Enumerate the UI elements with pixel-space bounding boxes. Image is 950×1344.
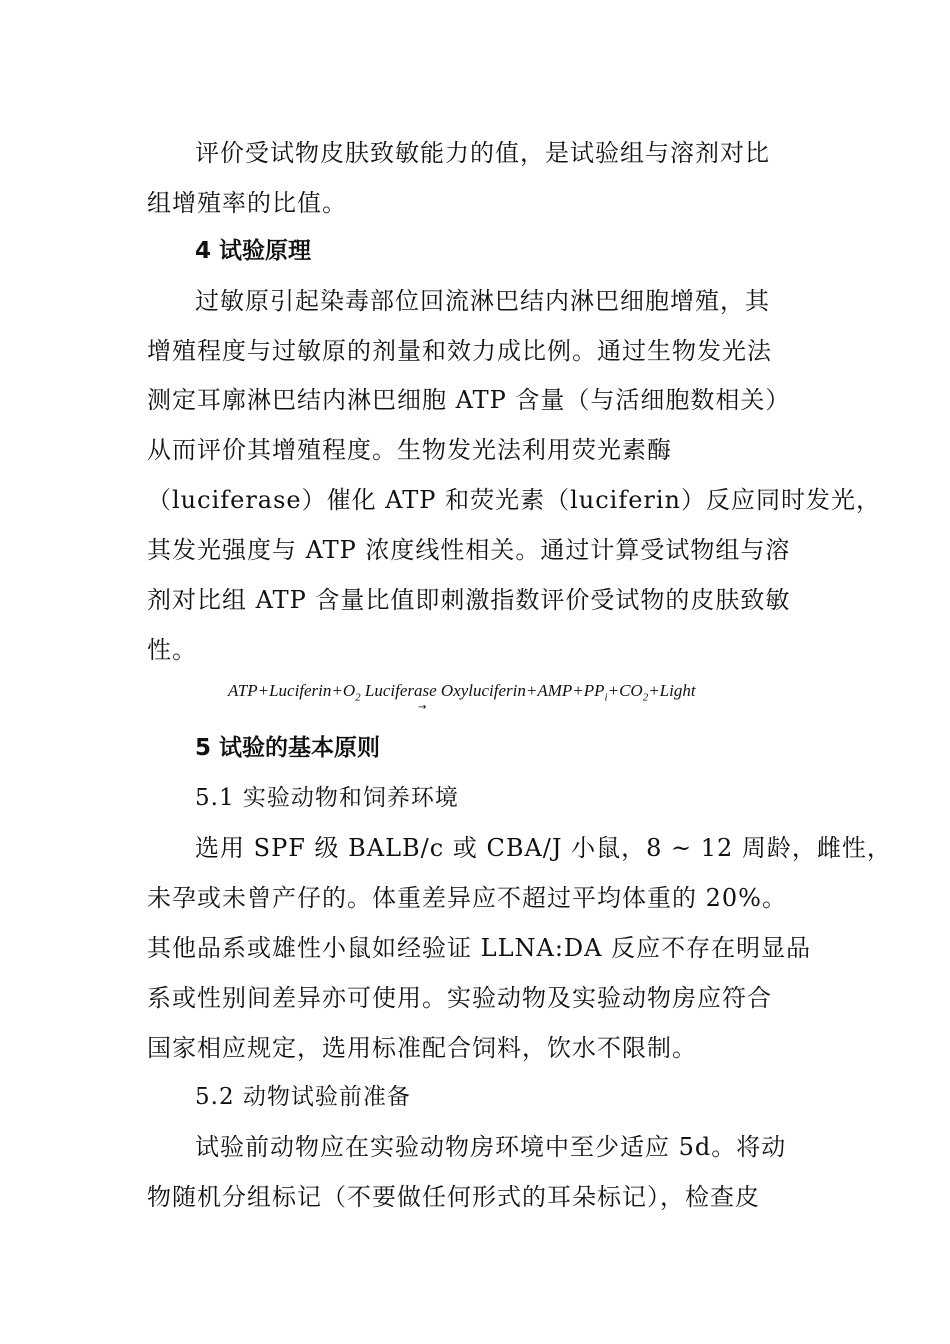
paragraph-line: 试验前动物应在实验动物房环境中至少适应 5d。将动 <box>195 1133 787 1161</box>
equation-subscript: 2 <box>355 691 361 704</box>
equation-subscript: i <box>604 691 608 704</box>
equation-part: +Light <box>648 681 696 700</box>
paragraph-line: 组增殖率的比值。 <box>147 189 347 217</box>
paragraph-line: 增殖程度与过敏原的剂量和效力成比例。通过生物发光法 <box>147 337 772 365</box>
paragraph-line: 系或性别间差异亦可使用。实验动物及实验动物房应符合 <box>147 984 772 1012</box>
paragraph-line: 其他品系或雄性小鼠如经验证 LLNA:DA 反应不存在明显品 <box>147 934 812 962</box>
paragraph-line: 评价受试物皮肤致敏能力的值，是试验组与溶剂对比 <box>195 139 770 167</box>
reaction-arrow: → <box>418 702 427 713</box>
paragraph-line: 过敏原引起染毒部位回流淋巴结内淋巴细胞增殖，其 <box>195 287 770 315</box>
paragraph-line: （luciferase）催化 ATP 和荧光素（luciferin）反应同时发光， <box>147 486 882 514</box>
section-heading-4: 4 试验原理 <box>195 238 312 264</box>
equation-subscript: 2 <box>642 691 649 704</box>
paragraph-line: 未孕或未曾产仔的。体重差异应不超过平均体重的 20%。 <box>147 884 787 912</box>
paragraph-line: 剂对比组 ATP 含量比值即刺激指数评价受试物的皮肤致敏 <box>147 586 791 614</box>
subsection-heading-5-2: 5.2 动物试验前准备 <box>195 1084 411 1110</box>
paragraph-line: 国家相应规定，选用标准配合饲料，饮水不限制。 <box>147 1034 697 1062</box>
chemical-equation <box>228 680 696 708</box>
paragraph-line: 测定耳廓淋巴结内淋巴细胞 ATP 含量（与活细胞数相关） <box>147 386 791 414</box>
paragraph-line: 选用 SPF 级 BALB/c 或 CBA/J 小鼠，8 ~ 12 周龄，雌性， <box>195 834 892 862</box>
equation-part: +CO <box>607 681 643 700</box>
paragraph-line: 其发光强度与 ATP 浓度线性相关。通过计算受试物组与溶 <box>147 536 791 564</box>
paragraph-line: 性。 <box>147 636 197 664</box>
equation-part: ATP+Luciferin+O <box>228 681 356 700</box>
section-heading-5: 5 试验的基本原则 <box>195 735 381 761</box>
subsection-heading-5-1: 5.1 实验动物和饲养环境 <box>195 785 459 811</box>
paragraph-line: 从而评价其增殖程度。生物发光法利用荧光素酶 <box>147 436 672 464</box>
equation-part: Luciferase Oxyluciferin+AMP+PP <box>360 681 605 700</box>
paragraph-line: 物随机分组标记（不要做任何形式的耳朵标记），检查皮 <box>147 1183 760 1211</box>
